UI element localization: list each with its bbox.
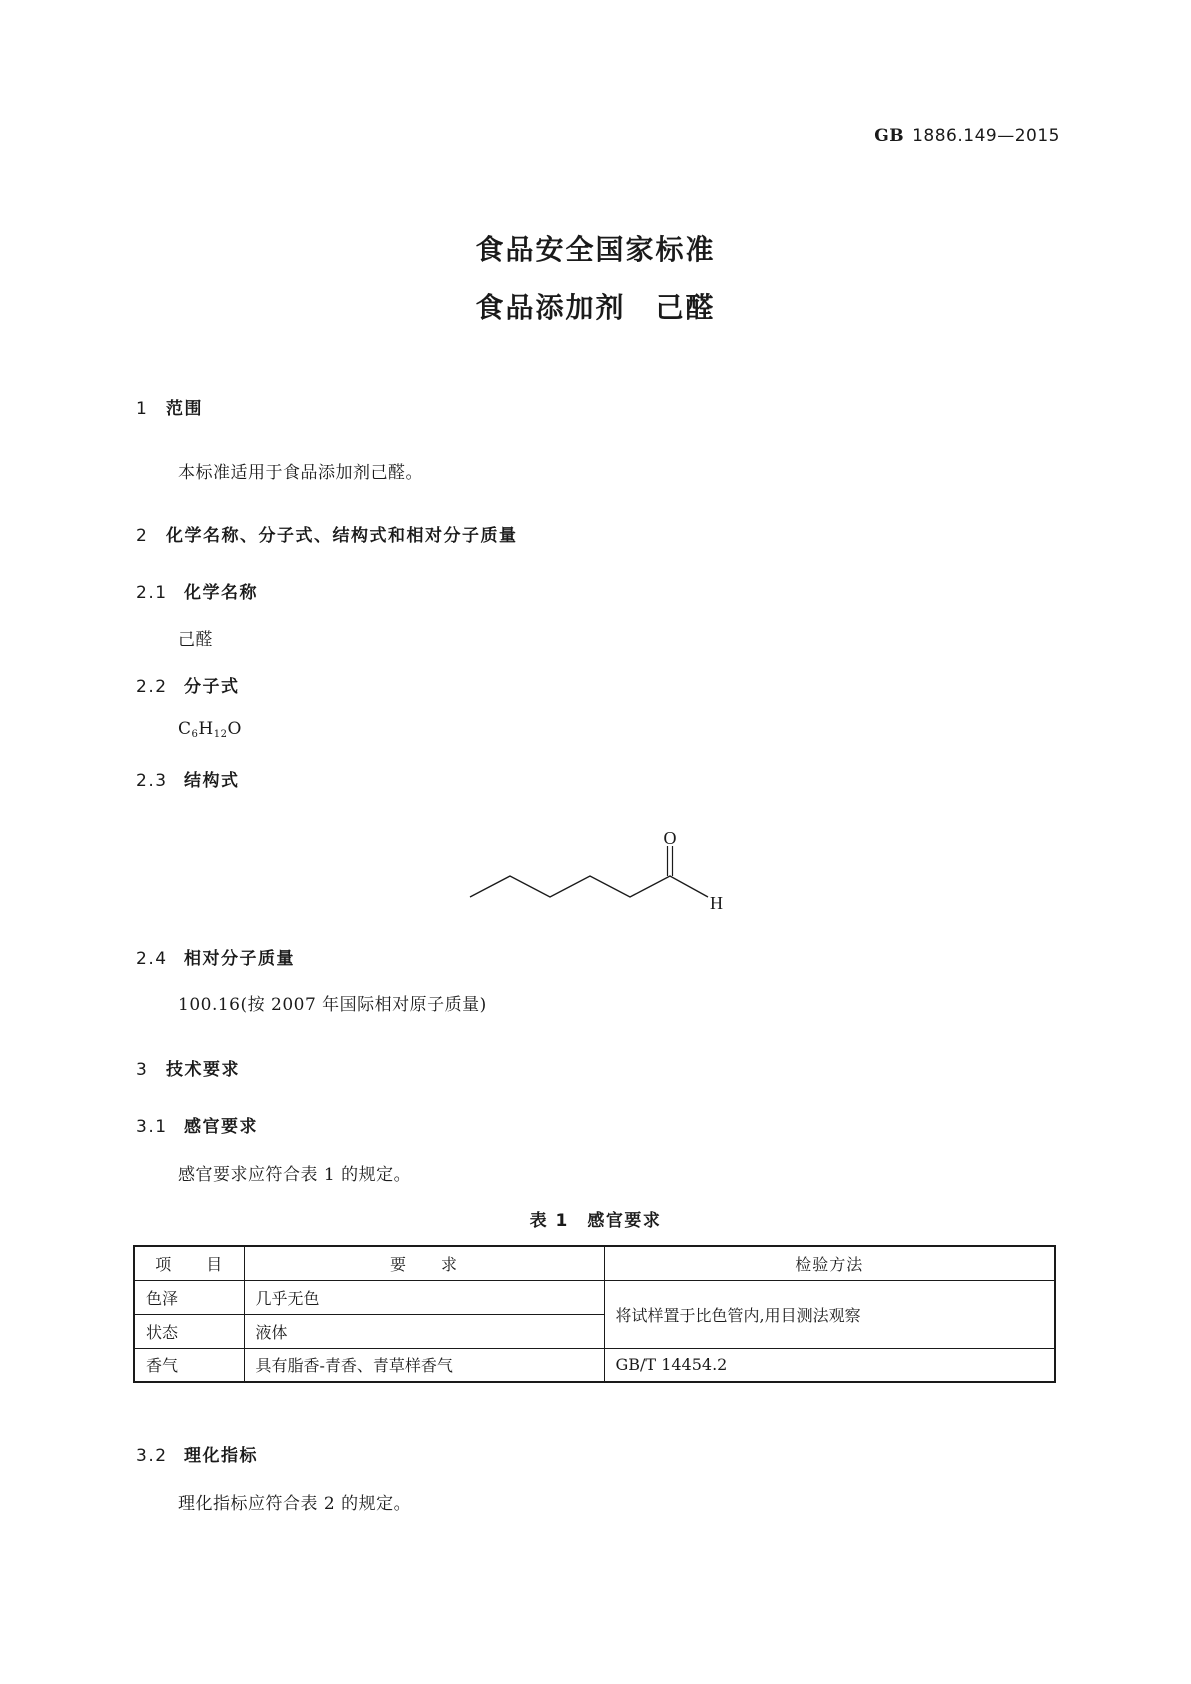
hydrogen-atom-label: H <box>710 893 723 913</box>
section-title: 化学名称 <box>184 583 258 603</box>
section-title: 技术要求 <box>166 1060 240 1080</box>
table-1-caption: 表 1 感官要求 <box>529 1211 662 1231</box>
section-number: 2 <box>136 526 149 546</box>
section-3-1-heading <box>136 1112 258 1137</box>
section-title: 范围 <box>166 399 203 419</box>
table-cell-item: 香气 <box>134 1348 244 1382</box>
structural-formula-diagram <box>468 828 728 928</box>
formula-element-o: O <box>227 719 242 739</box>
section-1-heading <box>136 394 203 419</box>
table-header-item: 项 目 <box>134 1246 244 1280</box>
section-title: 理化指标 <box>184 1446 258 1466</box>
section-title: 感官要求 <box>184 1117 258 1137</box>
section-number: 3 <box>136 1060 149 1080</box>
section-2-heading <box>136 521 518 546</box>
formula-subscript-c: 6 <box>191 729 199 740</box>
section-number: 1 <box>136 399 149 419</box>
section-2-1-heading <box>136 578 258 603</box>
section-2-4-heading <box>136 944 295 969</box>
section-3-1-text: 感官要求应符合表 1 的规定。 <box>178 1165 412 1185</box>
table-header-requirement: 要 求 <box>244 1246 604 1280</box>
section-title: 结构式 <box>184 771 240 791</box>
section-title: 分子式 <box>184 677 240 697</box>
section-3-2-heading <box>136 1441 258 1466</box>
section-number: 3.1 <box>136 1117 168 1137</box>
section-number: 2.2 <box>136 677 168 697</box>
oxygen-atom-label: O <box>663 828 677 848</box>
formula-subscript-h: 12 <box>213 729 228 740</box>
section-3-heading <box>136 1055 240 1080</box>
section-title: 相对分子质量 <box>184 949 295 969</box>
table-cell-item: 色泽 <box>134 1280 244 1314</box>
formula-element-c: C <box>178 719 192 739</box>
table-row <box>134 1348 1055 1382</box>
chemical-name: 己醛 <box>178 630 213 650</box>
section-number: 2.3 <box>136 771 168 791</box>
section-3-2-text: 理化指标应符合表 2 的规定。 <box>178 1494 412 1514</box>
table-header-method: 检验方法 <box>604 1246 1055 1280</box>
carbon-chain-bond <box>470 876 708 897</box>
table-cell-requirement: 几乎无色 <box>244 1280 604 1314</box>
standard-code-number: 1886.149—2015 <box>912 126 1060 146</box>
table-cell-requirement: 液体 <box>244 1314 604 1348</box>
molecular-formula <box>178 719 242 740</box>
section-number: 3.2 <box>136 1446 168 1466</box>
molecular-mass: 100.16(按 2007 年国际相对原子质量) <box>178 995 487 1015</box>
table-row <box>134 1280 1055 1314</box>
table-header-row <box>134 1246 1055 1280</box>
section-title: 化学名称、分子式、结构式和相对分子质量 <box>166 526 518 546</box>
table-cell-method: GB/T 14454.2 <box>604 1348 1055 1382</box>
sensory-requirements-table <box>133 1245 1056 1383</box>
document-title: 食品安全国家标准 <box>475 233 716 266</box>
table-cell-method: 将试样置于比色管内,用目测法观察 <box>604 1280 1055 1348</box>
section-number: 2.4 <box>136 949 168 969</box>
table-cell-item: 状态 <box>134 1314 244 1348</box>
standard-code <box>874 126 1060 146</box>
section-2-3-heading <box>136 766 240 791</box>
document-subtitle: 食品添加剂 己醛 <box>475 291 716 324</box>
standard-code-prefix: GB <box>874 126 905 146</box>
section-2-2-heading <box>136 672 240 697</box>
formula-element-h: H <box>198 719 214 739</box>
table-cell-requirement: 具有脂香-青香、青草样香气 <box>244 1348 604 1382</box>
section-1-text: 本标准适用于食品添加剂己醛。 <box>178 463 423 483</box>
section-number: 2.1 <box>136 583 168 603</box>
